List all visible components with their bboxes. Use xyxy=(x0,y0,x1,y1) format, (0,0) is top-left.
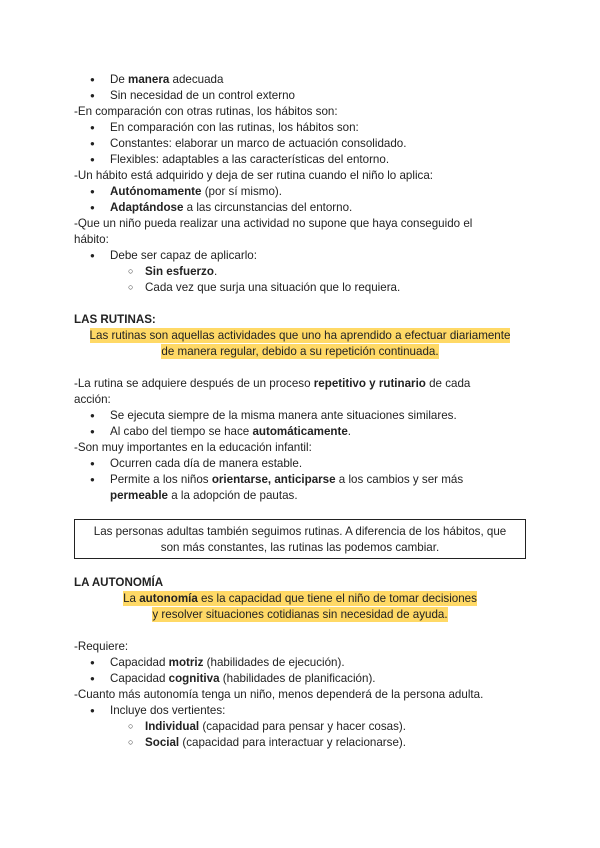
highlighted-text: de manera regular, debido a su repetición continuada. xyxy=(161,345,439,358)
bullet-autonomamente xyxy=(110,184,282,199)
bullet-continuation xyxy=(110,488,298,503)
definition-rutinas-line1 xyxy=(0,328,600,343)
paragraph-line: -Cuanto más autonomía tenga un niño, menos dependerá de la persona adulta. xyxy=(74,688,484,701)
bullet-comparacion: ● En comparación con las rutinas, los hábitos son: xyxy=(110,120,359,135)
text: (habilidades de planificación). xyxy=(219,672,376,685)
bullet-control: ● Sin necesidad de un control externo xyxy=(110,88,295,103)
text: Al cabo del tiempo se hace xyxy=(110,425,253,438)
subbullet-social xyxy=(145,735,406,750)
text: (capacidad para interactuar y relacionarse). xyxy=(179,736,406,749)
text: (capacidad para pensar y hacer cosas). xyxy=(199,720,406,733)
text: . xyxy=(347,425,352,438)
bold-text: automáticamente xyxy=(252,425,348,438)
bold-text: autonomía xyxy=(139,592,198,605)
text: es la capacidad que tiene el niño de tomar decisiones xyxy=(197,592,477,605)
bold-text: permeable xyxy=(110,489,168,502)
highlighted-text: Las rutinas son aquellas actividades que uno ha aprendido a efectuar diariamente xyxy=(89,329,511,342)
bullet-manera xyxy=(110,72,223,87)
text: a los cambios y ser más xyxy=(335,473,464,486)
bold-text: orientarse, anticiparse xyxy=(211,473,336,486)
bold-text: Sin esfuerzo xyxy=(145,265,214,278)
text: de cada xyxy=(425,377,471,390)
paragraph-line: -Un hábito está adquirido y deja de ser rutina cuando el niño lo aplica: xyxy=(74,169,433,182)
bullet-ejecuta: ● Se ejecuta siempre de la misma manera ante situaciones similares. xyxy=(110,408,457,423)
bullet-aplicarlo: ● Debe ser capaz de aplicarlo: xyxy=(110,248,257,263)
bullet-motriz xyxy=(110,655,345,670)
text: . xyxy=(213,265,218,278)
text: La xyxy=(123,592,140,605)
text: Permite a los niños xyxy=(110,473,212,486)
paragraph-line xyxy=(74,376,470,391)
paragraph-line: -Son muy importantes en la educación infantil: xyxy=(74,441,312,454)
bullet-automaticamente xyxy=(110,424,351,439)
paragraph-line: hábito: xyxy=(74,233,109,246)
bullet-flexibles: ● Flexibles: adaptables a las características del entorno. xyxy=(110,152,389,167)
definition-autonomia-line2 xyxy=(0,607,600,622)
bold-text: cognitiva xyxy=(168,672,220,685)
bold-text: Adaptándose xyxy=(110,201,184,214)
bold-text: Individual xyxy=(145,720,200,733)
note-box xyxy=(74,519,526,559)
highlighted-text xyxy=(123,591,477,606)
note-line1: Las personas adultas también seguimos rutinas. A diferencia de los hábitos, que xyxy=(93,525,507,538)
bullet-constantes: ● Constantes: elaborar un marco de actuación consolidado. xyxy=(110,136,406,151)
definition-rutinas-line2 xyxy=(0,344,600,359)
bullet-vertientes: ● Incluye dos vertientes: xyxy=(110,703,225,718)
bullet-ocurren: ● Ocurren cada día de manera estable. xyxy=(110,456,302,471)
heading-autonomia: LA AUTONOMÍA xyxy=(74,576,164,589)
paragraph-line: -Requiere: xyxy=(74,640,129,653)
text: adecuada xyxy=(169,73,224,86)
bold-text: manera xyxy=(128,73,170,86)
paragraph-line: acción: xyxy=(74,393,111,406)
bullet-cognitiva xyxy=(110,671,376,686)
note-line2: son más constantes, las rutinas las podemos cambiar. xyxy=(160,541,440,554)
bold-text: Autónomamente xyxy=(110,185,202,198)
text: De xyxy=(110,73,129,86)
subbullet-cada-vez: ○ Cada vez que surja una situación que lo requiera. xyxy=(145,280,400,295)
bold-text: Social xyxy=(145,736,180,749)
bullet-permite xyxy=(110,472,463,487)
bullet-adaptandose xyxy=(110,200,352,215)
paragraph-line: -En comparación con otras rutinas, los hábitos son: xyxy=(74,105,338,118)
subbullet-individual xyxy=(145,719,406,734)
text: (por sí mismo). xyxy=(201,185,282,198)
bold-text: repetitivo y rutinario xyxy=(313,377,426,390)
heading-rutinas: LAS RUTINAS: xyxy=(74,313,156,326)
subbullet-sin-esfuerzo xyxy=(145,264,217,279)
text: Capacidad xyxy=(110,672,169,685)
definition-autonomia-line1 xyxy=(0,591,600,606)
highlighted-text: y resolver situaciones cotidianas sin necesidad de ayuda. xyxy=(152,608,448,621)
text: a las circunstancias del entorno. xyxy=(183,201,353,214)
text: a la adopción de pautas. xyxy=(168,489,298,502)
text: Capacidad xyxy=(110,656,169,669)
bold-text: motriz xyxy=(168,656,204,669)
text: (habilidades de ejecución). xyxy=(203,656,345,669)
paragraph-line: -Que un niño pueda realizar una actividad no supone que haya conseguido el xyxy=(74,217,473,230)
text: -La rutina se adquiere después de un proceso xyxy=(74,377,314,390)
